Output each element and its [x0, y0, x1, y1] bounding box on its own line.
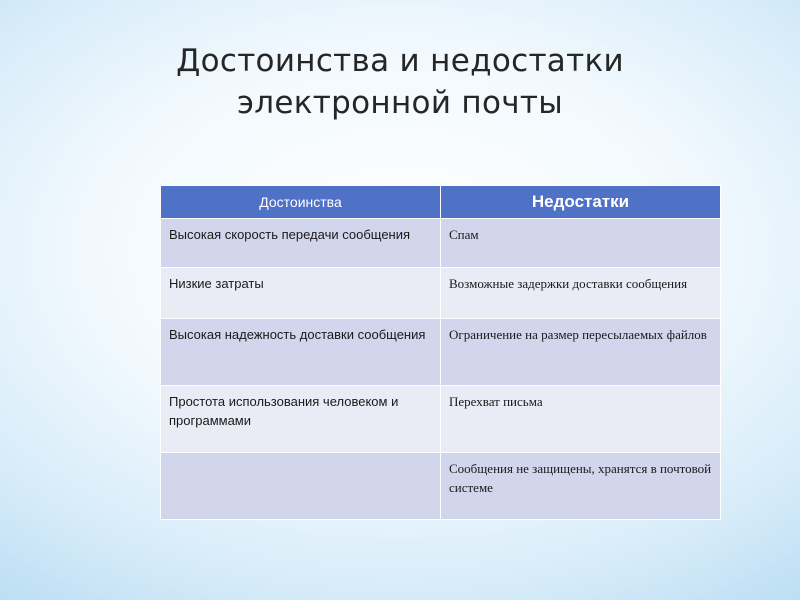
table-row — [161, 453, 721, 520]
header-advantages: Достоинства — [161, 186, 441, 219]
header-disadvantages: Недостатки — [441, 186, 721, 219]
advantage-cell: Высокая надежность доставки сообщения — [161, 319, 441, 386]
advantage-cell: Высокая скорость передачи сообщения — [161, 219, 441, 268]
disadvantage-cell: Возможные задержки доставки сообщения — [441, 268, 721, 319]
slide-title-line-2: электронной почты — [236, 85, 563, 121]
disadvantage-cell: Перехват письма — [441, 386, 721, 453]
table-row — [161, 268, 721, 319]
comparison-table — [160, 185, 721, 520]
table-row — [161, 386, 721, 453]
advantage-cell: Простота использования человеком и программами — [161, 386, 441, 453]
disadvantage-cell: Спам — [441, 219, 721, 268]
advantage-cell: Низкие затраты — [161, 268, 441, 319]
table-row — [161, 219, 721, 268]
slide-title — [0, 40, 800, 124]
slide-title-line-1: Достоинства и недостатки — [176, 43, 624, 79]
disadvantage-cell: Сообщения не защищены, хранятся в почтовой системе — [441, 453, 721, 520]
disadvantage-cell: Ограничение на размер пересылаемых файлов — [441, 319, 721, 386]
advantage-cell-empty — [161, 453, 441, 520]
table-row — [161, 319, 721, 386]
table-header-row — [161, 186, 721, 219]
